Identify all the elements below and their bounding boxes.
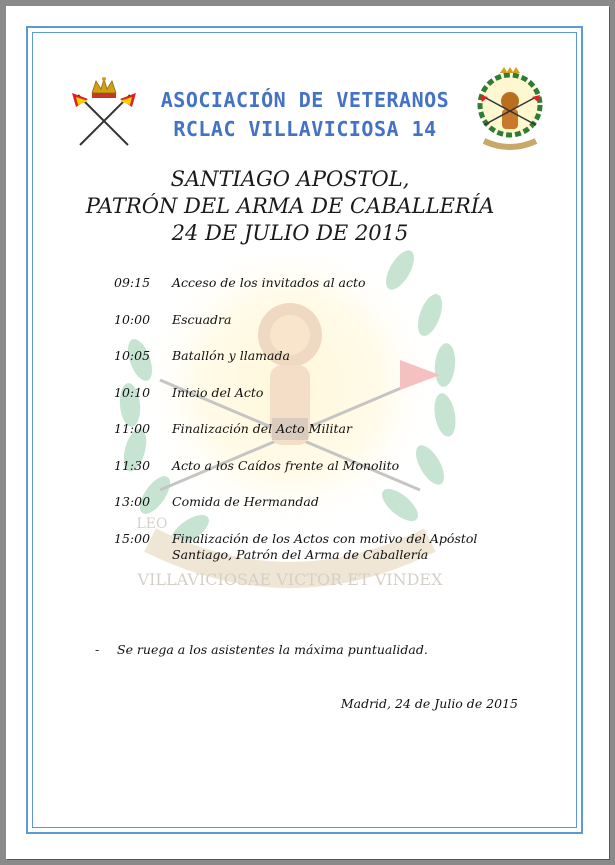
schedule-time: 11:00 (114, 421, 151, 436)
note-text: Se ruega a los asistentes la máxima puntualidad. (117, 642, 428, 657)
event-title-line2: PATRÓN DEL ARMA DE CABALLERÍA (85, 194, 495, 218)
schedule-description: Comida de Hermandad (172, 494, 319, 509)
schedule-description: Acceso de los invitados al acto (172, 275, 366, 290)
schedule-time: 10:10 (114, 385, 151, 400)
motto-left-text: LEO (136, 516, 168, 532)
bullet-dash: - (95, 642, 100, 657)
event-title-line1: SANTIAGO APOSTOL, (170, 167, 410, 191)
schedule-time: 15:00 (114, 531, 151, 546)
schedule-description: Batallón y llamada (172, 348, 290, 363)
schedule-description: Inicio del Acto (172, 385, 264, 400)
schedule-time: 10:00 (114, 312, 151, 327)
schedule-description: Acto a los Caídos frente al Monolito (172, 458, 400, 473)
regiment-emblem-logo-icon (470, 67, 550, 157)
motto-text: VILLAVICIOSAE VICTOR ET VINDEX (137, 570, 443, 589)
schedule-time: 10:05 (114, 348, 151, 363)
signature-date: Madrid, 24 de Julio de 2015 (340, 696, 518, 711)
schedule-description: Finalización del Acto Militar (172, 421, 352, 436)
schedule-time: 09:15 (114, 275, 151, 290)
organization-name: ASOCIACIÓN DE VETERANOS (160, 88, 450, 112)
schedule-time: 11:30 (114, 458, 151, 473)
schedule-description: Finalización de los Actos con motivo del Apóstol Santiago, Patrón del Arma de Caballería (172, 531, 478, 562)
schedule-time: 13:00 (114, 494, 151, 509)
crown-lances-logo-icon (68, 75, 140, 150)
schedule-description: Escuadra (172, 312, 232, 327)
event-title-date: 24 DE JULIO DE 2015 (171, 221, 409, 245)
organization-subname: RCLAC VILLAVICIOSA 14 (173, 117, 437, 141)
